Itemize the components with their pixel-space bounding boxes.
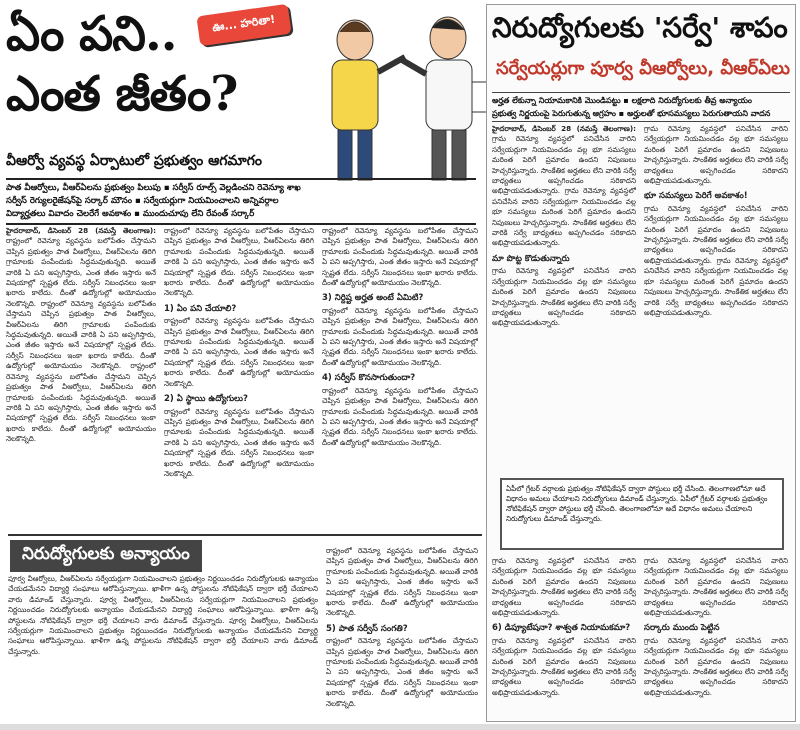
body-text: పూర్వ వీఆర్వోలు, వీఆర్ఏలను సర్వేయర్లుగా నియమించాలని ప్రభుత్వం నిర్ణయించడం నిరుద్యోగులకు అన్యాయం చేయడమేనని విద్యార్థి సంఘాలు ఆరోపిస్తున్నాయి. ఖాళీగా ఉన్న పోస్టులను నోటిఫికేషన్ ద్వారా భర్తీ చేయాలని వారు డిమాండ్ చేస్తున్నారు. [8,594,318,625]
body-text: రాష్ట్రంలో రెవెన్యూ వ్యవస్థను బలోపేతం చేస్తామని చెప్పిన ప్రభుత్వం పాత వీఆర్వోలు, వీఆర్ఏలను తిరిగి గ్రామాలకు పంపేందుకు సిద్ధమవుతున్నది. అయితే వారికి ఏ పని అప్పగిస్తారు, ఎంత జీతం ఇస్తారు అనే విషయాల్లో స్పష్టత లేదు. సర్వీస్ నిబంధనలు ఇంకా ఖరారు కాలేదు. దీంతో ఉద్యోగుల్లో అయోమయం నెలకొన్నది. [6,236,156,308]
section-badge: ఊ... హరితా! [196,4,291,47]
body-text: రాష్ట్రంలో రెవెన్యూ వ్యవస్థను బలోపేతం చేస్తామని చెప్పిన ప్రభుత్వం పాత వీఆర్వోలు, వీఆర్ఏలను తిరిగి గ్రామాలకు పంపేందుకు సిద్ధమవుతున్నది. అయితే వారికి ఏ పని అప్పగిస్తారు, ఎంత జీతం ఇస్తారు అనే విషయాల్లో స్పష్టత లేదు. సర్వీస్ నిబంధనలు ఇంకా ఖరారు కాలేదు. దీంతో ఉద్యోగుల్లో అయోమయం నెలకొన్నది. [6,298,156,371]
right-bullets [492,92,790,122]
left-bullets [6,178,476,225]
headline-line2: ఎంత జీతం? [6,66,238,122]
right-column-4 [644,556,788,718]
bullet-line: ప్రభుత్వ నిర్ణయంపై పెరుగుతున్న ఆగ్రహం ▪ అర్హులతో భూసమస్యలు పెరుగుతాయని వాదన [492,109,771,118]
section2-body [8,574,318,718]
right-column-2 [644,124,788,474]
body-text: గ్రామ రెవెన్యూ వ్యవస్థలో పనిచేసిన వారిని సర్వేయర్లుగా నియమించడం వల్ల భూ సమస్యలు మరింత పెరిగే ప్రమాదం ఉందని నిపుణులు హెచ్చరిస్తున్నారు. సాంకేతిక అర్హతలు లేని వారికి సర్వే బాధ్యతలు అప్పగించడం సరికాదని అభిప్రాయపడుతున్నారు. [644,556,788,618]
body-text: రాష్ట్రంలో రెవెన్యూ వ్యవస్థను బలోపేతం చేస్తామని చెప్పిన ప్రభుత్వం పాత వీఆర్వోలు, వీఆర్ఏలను తిరిగి గ్రామాలకు పంపేందుకు సిద్ధమవుతున్నది. అయితే వారికి ఏ పని అప్పగిస్తారు, ఎంత జీతం ఇస్తారు అనే విషయాల్లో స్పష్టత లేదు. సర్వీస్ నిబంధనలు ఇంకా ఖరారు కాలేదు. దీంతో ఉద్యోగుల్లో అయోమయం నెలకొన్నది. [164,316,314,388]
question-heading: 3) నిర్దిష్ట అర్హత అంటే ఏమిటి? [322,293,424,304]
body-text: రాష్ట్రంలో రెవెన్యూ వ్యవస్థను బలోపేతం చేస్తామని చెప్పిన ప్రభుత్వం పాత వీఆర్వోలు, వీఆర్ఏలను తిరిగి గ్రామాలకు పంపేందుకు సిద్ధమవుతున్నది. అయితే వారికి ఏ పని అప్పగిస్తారు, ఎంత జీతం ఇస్తారు అనే విషయాల్లో స్పష్టత లేదు. సర్వీస్ నిబంధనలు ఇంకా ఖరారు కాలేదు. దీంతో ఉద్యోగుల్లో అయోమయం నెలకొన్నది. [164,226,314,298]
body-text: గ్రామ రెవెన్యూ వ్యవస్థలో పనిచేసిన వారిని సర్వేయర్లుగా నియమించడం వల్ల భూ సమస్యలు మరింత పెరిగే ప్రమాదం ఉందని నిపుణులు హెచ్చరిస్తున్నారు. సాంకేతిక అర్హతలు లేని వారికి సర్వే బాధ్యతలు అప్పగించడం సరికాదని అభిప్రాయపడుతున్నారు. [492,266,636,328]
left-column-2 [164,226,314,526]
right-headline: నిరుద్యోగులకు 'సర్వే' శాపం [492,11,788,44]
box-text: ఏపీలో గ్రేటర్ వర్గాలకు ప్రభుత్వం నోటిఫికేషన్ ద్వారా పోస్టులు భర్తీ చేసింది. తెలంగాణలోనూ అదే విధానం అమలు చేయాలని నిరుద్యోగులు డిమాండ్ చేస్తున్నారు. [506,484,766,503]
highlight-box [500,478,784,550]
body-text: గ్రామ రెవెన్యూ వ్యవస్థలో పనిచేసిన వారిని సర్వేయర్లుగా నియమించడం వల్ల భూ సమస్యలు మరింత పెరిగే ప్రమాదం ఉందని నిపుణులు హెచ్చరిస్తున్నారు. సాంకేతిక అర్హతలు లేని వారికి సర్వే బాధ్యతలు అప్పగించడం సరికాదని అభిప్రాయపడుతున్నారు. [644,124,788,186]
body-text: పూర్వ వీఆర్వోలు, వీఆర్ఏలను సర్వేయర్లుగా నియమించాలని ప్రభుత్వం నిర్ణయించడం నిరుద్యోగులకు అన్యాయం చేయడమేనని విద్యార్థి సంఘాలు ఆరోపిస్తున్నాయి. ఖాళీగా ఉన్న పోస్టులను నోటిఫికేషన్ ద్వారా భర్తీ చేయాలని వారు డిమాండ్ చేస్తున్నారు. [8,615,318,656]
body-text: గ్రామ రెవెన్యూ వ్యవస్థలో పనిచేసిన వారిని సర్వేయర్లుగా నియమించడం వల్ల భూ సమస్యలు మరింత పెరిగే ప్రమాదం ఉందని నిపుణులు హెచ్చరిస్తున్నారు. సాంకేతిక అర్హతలు లేని వారికి సర్వే బాధ్యతలు అప్పగించడం సరికాదని అభిప్రాయపడుతున్నారు. [492,186,636,248]
headline-line1: ఏం పని.. [6,6,177,62]
question-heading: భూ సమస్యలు పెరిగే అవకాశం! [644,191,748,202]
right-column-1 [492,124,636,474]
body-text: రాష్ట్రంలో రెవెన్యూ వ్యవస్థను బలోపేతం చేస్తామని చెప్పిన ప్రభుత్వం పాత వీఆర్వోలు, వీఆర్ఏలను తిరిగి గ్రామాలకు పంపేందుకు సిద్ధమవుతున్నది. అయితే వారికి ఏ పని అప్పగిస్తారు, ఎంత జీతం ఇస్తారు అనే విషయాల్లో స్పష్టత లేదు. సర్వీస్ నిబంధనలు ఇంకా ఖరారు కాలేదు. దీంతో ఉద్యోగుల్లో అయోమయం నెలకొన్నది. [322,226,478,288]
body-text: పూర్వ వీఆర్వోలు, వీఆర్ఏలను సర్వేయర్లుగా నియమించాలని ప్రభుత్వం నిర్ణయించడం నిరుద్యోగులకు అన్యాయం చేయడమేనని విద్యార్థి సంఘాలు ఆరోపిస్తున్నాయి. ఖాళీగా ఉన్న పోస్టులను నోటిఫికేషన్ ద్వారా భర్తీ చేయాలని వారు డిమాండ్ చేస్తున్నారు. [8,574,318,604]
question-heading: 6) డిప్యూటేషనా? శాశ్వత నియామకమా? [492,623,631,634]
dateline: హైదరాబాద్, డిసెంబర్ 28 (నమస్తే తెలంగాణ): [6,226,156,235]
left-column-3 [322,226,478,526]
body-text: గ్రామ రెవెన్యూ వ్యవస్థలో పనిచేసిన వారిని సర్వేయర్లుగా నియమించడం వల్ల భూ సమస్యలు మరింత పెరిగే ప్రమాదం ఉందని నిపుణులు హెచ్చరిస్తున్నారు. సాంకేతిక అర్హతలు లేని వారికి సర్వే బాధ్యతలు అప్పగించడం సరికాదని అభిప్రాయపడుతున్నారు. [644,203,788,265]
bullet-line: విద్యార్హతలు వివాదం చెలరేగే అవకాశం ▪ ముందుచూపు లేని రేవంత్ సర్కార్ [6,209,255,219]
cartoon-illustration [300,2,500,192]
page-bottom-strip [0,724,800,730]
left-column-1 [6,226,156,526]
section2-column [326,546,478,718]
body-text: రాష్ట్రంలో రెవెన్యూ వ్యవస్థను బలోపేతం చేస్తామని చెప్పిన ప్రభుత్వం పాత వీఆర్వోలు, వీఆర్ఏలను తిరిగి గ్రామాలకు పంపేందుకు సిద్ధమవుతున్నది. అయితే వారికి ఏ పని అప్పగిస్తారు, ఎంత జీతం ఇస్తారు అనే విషయాల్లో స్పష్టత లేదు. సర్వీస్ నిబంధనలు ఇంకా ఖరారు కాలేదు. దీంతో ఉద్యోగుల్లో అయోమయం నెలకొన్నది. [322,385,478,447]
question-heading: మా పొట్ట కొడుతున్నారు [492,253,570,264]
question-heading: 1) ఏం పని చేయాలి? [164,303,237,314]
left-subheadline: వీఆర్వో వ్యవస్థ ఏర్పాటులో ప్రభుత్వం ఆగమాగం [6,153,262,169]
right-subheadline: సర్వేయర్లుగా పూర్వ వీఆర్వోలు, వీఆర్ఏలు [496,58,790,79]
body-text: రాష్ట్రంలో రెవెన్యూ వ్యవస్థను బలోపేతం చేస్తామని చెప్పిన ప్రభుత్వం పాత వీఆర్వోలు, వీఆర్ఏలను తిరిగి గ్రామాలకు పంపేందుకు సిద్ధమవుతున్నది. అయితే వారికి ఏ పని అప్పగిస్తారు, ఎంత జీతం ఇస్తారు అనే విషయాల్లో స్పష్టత లేదు. సర్వీస్ నిబంధనలు ఇంకా ఖరారు కాలేదు. దీంతో ఉద్యోగుల్లో అయోమయం నెలకొన్నది. [164,406,314,478]
body-text: రాష్ట్రంలో రెవెన్యూ వ్యవస్థను బలోపేతం చేస్తామని చెప్పిన ప్రభుత్వం పాత వీఆర్వోలు, వీఆర్ఏలను తిరిగి గ్రామాలకు పంపేందుకు సిద్ధమవుతున్నది. అయితే వారికి ఏ పని అప్పగిస్తారు, ఎంత జీతం ఇస్తారు అనే విషయాల్లో స్పష్టత లేదు. సర్వీస్ నిబంధనలు ఇంకా ఖరారు కాలేదు. దీంతో ఉద్యోగుల్లో అయోమయం నెలకొన్నది. [326,546,478,618]
body-text: గ్రామ రెవెన్యూ వ్యవస్థలో పనిచేసిన వారిని సర్వేయర్లుగా నియమించడం వల్ల భూ సమస్యలు మరింత పెరిగే ప్రమాదం ఉందని నిపుణులు హెచ్చరిస్తున్నారు. సాంకేతిక అర్హతలు లేని వారికి సర్వే బాధ్యతలు అప్పగించడం సరికాదని అభిప్రాయపడుతున్నారు. [492,134,636,196]
body-text: గ్రామ రెవెన్యూ వ్యవస్థలో పనిచేసిన వారిని సర్వేయర్లుగా నియమించడం వల్ల భూ సమస్యలు మరింత పెరిగే ప్రమాదం ఉందని నిపుణులు హెచ్చరిస్తున్నారు. సాంకేతిక అర్హతలు లేని వారికి సర్వే బాధ్యతలు అప్పగించడం సరికాదని అభిప్రాయపడుతున్నారు. [492,635,636,697]
body-text: గ్రామ రెవెన్యూ వ్యవస్థలో పనిచేసిన వారిని సర్వేయర్లుగా నియమించడం వల్ల భూ సమస్యలు మరింత పెరిగే ప్రమాదం ఉందని నిపుణులు హెచ్చరిస్తున్నారు. సాంకేతిక అర్హతలు లేని వారికి సర్వే బాధ్యతలు అప్పగించడం సరికాదని అభిప్రాయపడుతున్నారు. [492,556,636,618]
bullet-line: పాత వీఆర్వోలు, వీఆర్ఏలను ప్రభుత్వం పిలుపు ▪ సర్వీస్ రూల్స్ వెల్లడించని రెవెన్యూ శాఖ [6,183,301,193]
question-heading: 5) పాత సర్వీస్ సంగతి? [326,623,408,634]
box-text: ఏపీలో గ్రేటర్ వర్గాలకు ప్రభుత్వం నోటిఫికేషన్ ద్వారా పోస్టులు భర్తీ చేసింది. తెలంగాణలోనూ అదే విధానం అమలు చేయాలని నిరుద్యోగులు డిమాండ్ చేస్తున్నారు. [506,494,768,523]
body-text: గ్రామ రెవెన్యూ వ్యవస్థలో పనిచేసిన వారిని సర్వేయర్లుగా నియమించడం వల్ల భూ సమస్యలు మరింత పెరిగే ప్రమాదం ఉందని నిపుణులు హెచ్చరిస్తున్నారు. సాంకేతిక అర్హతలు లేని వారికి సర్వే బాధ్యతలు అప్పగించడం సరికాదని అభిప్రాయపడుతున్నారు. [644,635,788,697]
right-column-3 [492,556,636,718]
body-text: రాష్ట్రంలో రెవెన్యూ వ్యవస్థను బలోపేతం చేస్తామని చెప్పిన ప్రభుత్వం పాత వీఆర్వోలు, వీఆర్ఏలను తిరిగి గ్రామాలకు పంపేందుకు సిద్ధమవుతున్నది. అయితే వారికి ఏ పని అప్పగిస్తారు, ఎంత జీతం ఇస్తారు అనే విషయాల్లో స్పష్టత లేదు. సర్వీస్ నిబంధనలు ఇంకా ఖరారు కాలేదు. దీంతో ఉద్యోగుల్లో అయోమయం నెలకొన్నది. [326,636,478,708]
bullet-line: అర్హత లేకున్నా నియామకానికి మొండిపట్టు ▪ లక్షలాది నిరుద్యోగులకు తీవ్ర అన్యాయం [492,96,752,105]
body-text: గ్రామ రెవెన్యూ వ్యవస్థలో పనిచేసిన వారిని సర్వేయర్లుగా నియమించడం వల్ల భూ సమస్యలు మరింత పెరిగే ప్రమాదం ఉందని నిపుణులు హెచ్చరిస్తున్నారు. సాంకేతిక అర్హతలు లేని వారికి సర్వే బాధ్యతలు అప్పగించడం సరికాదని అభిప్రాయపడుతున్నారు. [644,255,788,317]
bullet-line: సర్వీస్ రెగ్యులరైజేషన్‌పై సర్కార్ మౌనం ▪ సర్వేయర్లుగా నియమించాలని అన్నివర్గాల [6,196,279,206]
question-heading: 4) సర్వీస్ కొనసాగుతుందా? [322,373,416,384]
body-text: రాష్ట్రంలో రెవెన్యూ వ్యవస్థను బలోపేతం చేస్తామని చెప్పిన ప్రభుత్వం పాత వీఆర్వోలు, వీఆర్ఏలను తిరిగి గ్రామాలకు పంపేందుకు సిద్ధమవుతున్నది. అయితే వారికి ఏ పని అప్పగిస్తారు, ఎంత జీతం ఇస్తారు అనే విషయాల్లో స్పష్టత లేదు. సర్వీస్ నిబంధనలు ఇంకా ఖరారు కాలేదు. దీంతో ఉద్యోగుల్లో అయోమయం నెలకొన్నది. [6,361,156,444]
section2-title: నిరుద్యోగులకు అన్యాయం [10,540,202,572]
question-heading: సర్కారు ముందు పెట్టిన [644,623,720,634]
dateline: హైదరాబాద్, డిసెంబర్ 28 (నమస్తే తెలంగాణ): [492,124,636,133]
question-heading: 2) ఏ స్థాయి ఉద్యోగులు? [164,394,248,405]
body-text: రాష్ట్రంలో రెవెన్యూ వ్యవస్థను బలోపేతం చేస్తామని చెప్పిన ప్రభుత్వం పాత వీఆర్వోలు, వీఆర్ఏలను తిరిగి గ్రామాలకు పంపేందుకు సిద్ధమవుతున్నది. అయితే వారికి ఏ పని అప్పగిస్తారు, ఎంత జీతం ఇస్తారు అనే విషయాల్లో స్పష్టత లేదు. సర్వీస్ నిబంధనలు ఇంకా ఖరారు కాలేదు. దీంతో ఉద్యోగుల్లో అయోమయం నెలకొన్నది. [322,305,478,367]
